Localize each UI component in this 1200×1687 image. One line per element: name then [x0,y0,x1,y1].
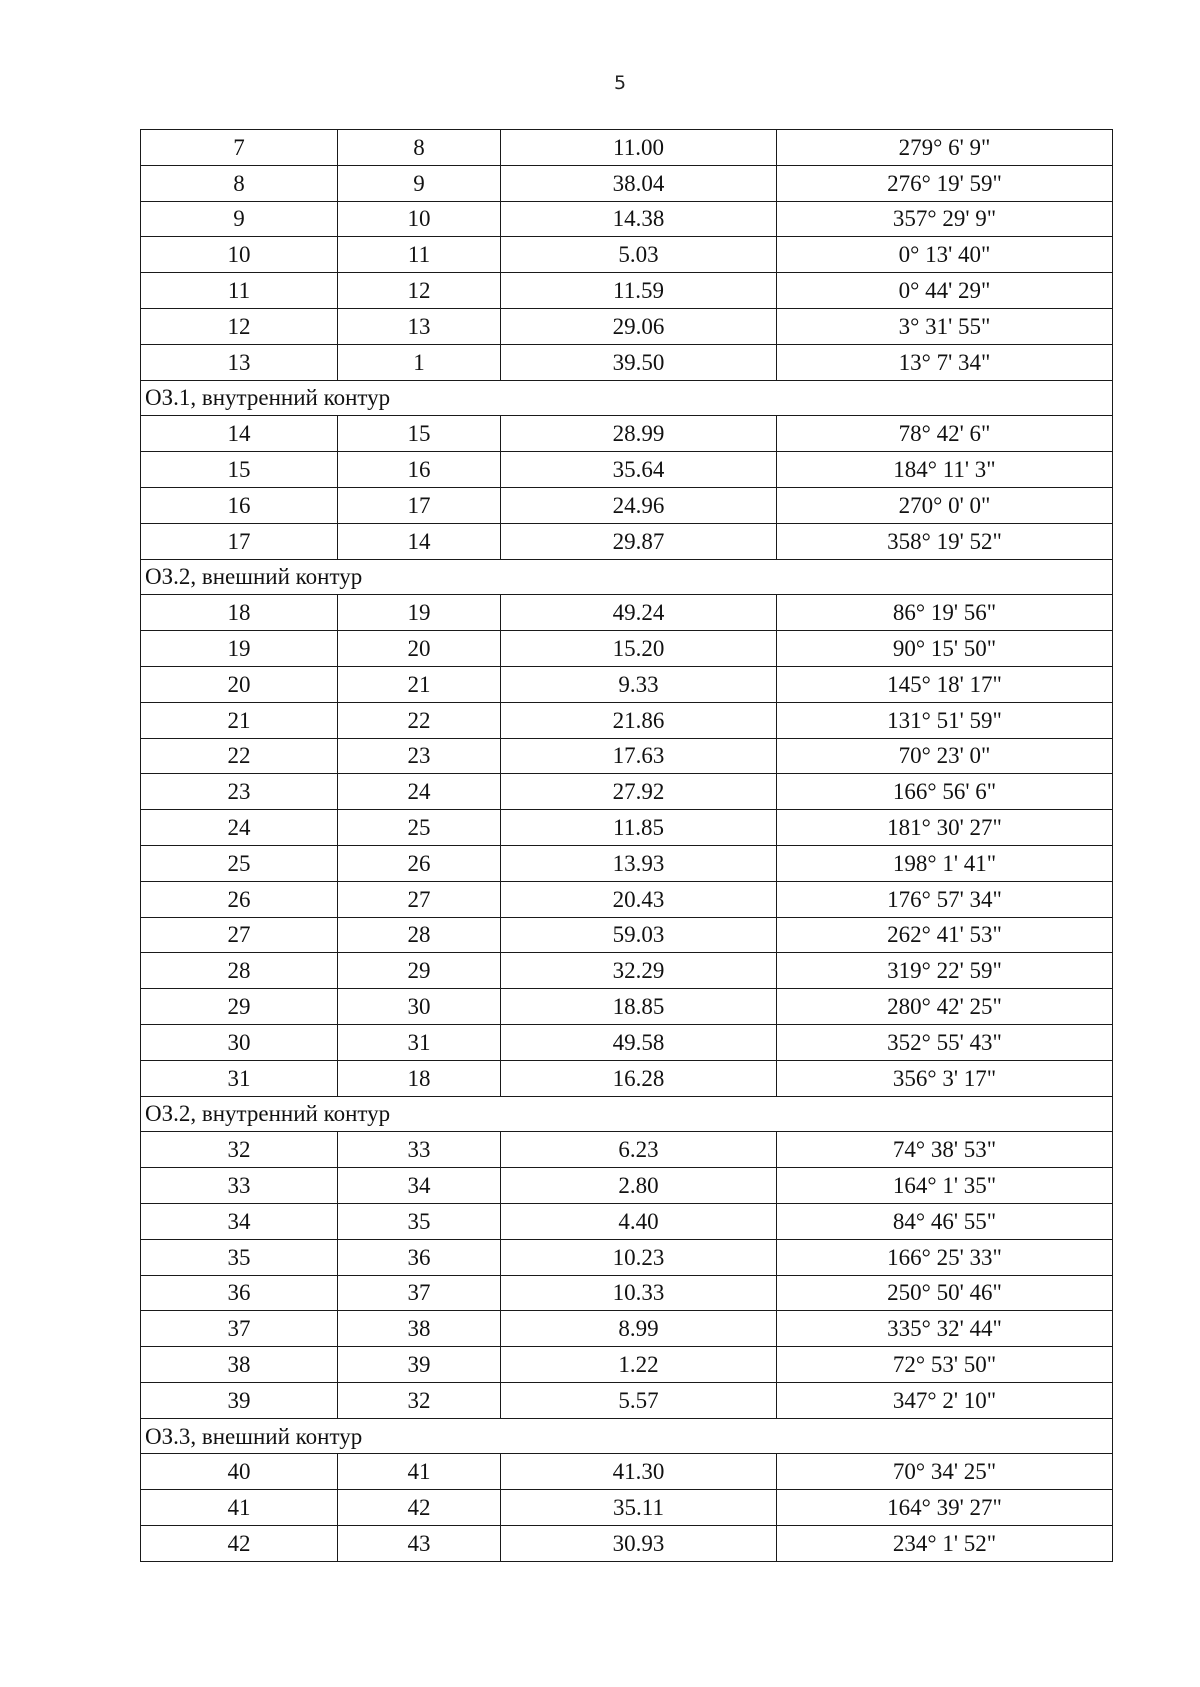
table-row [141,452,1113,488]
to-point-cell: 26 [338,845,501,881]
from-point-cell: 28 [141,953,338,989]
table-row [141,702,1113,738]
section-row [141,1096,1113,1132]
distance-cell: 11.00 [501,130,777,166]
bearing-cell: 347° 2' 10" [777,1382,1113,1418]
bearing-cell: 74° 38' 53" [777,1132,1113,1168]
from-point-cell: 40 [141,1454,338,1490]
bearing-cell: 184° 11' 3" [777,452,1113,488]
bearing-cell: 70° 34' 25" [777,1454,1113,1490]
table-row [141,1239,1113,1275]
from-point-cell: 25 [141,845,338,881]
table-row [141,165,1113,201]
table-row [141,487,1113,523]
distance-cell: 29.87 [501,523,777,559]
from-point-cell: 15 [141,452,338,488]
from-point-cell: 27 [141,917,338,953]
distance-cell: 18.85 [501,989,777,1025]
to-point-cell: 1 [338,344,501,380]
bearing-cell: 319° 22' 59" [777,953,1113,989]
bearing-cell: 276° 19' 59" [777,165,1113,201]
to-point-cell: 37 [338,1275,501,1311]
table-row [141,917,1113,953]
distance-cell: 6.23 [501,1132,777,1168]
from-point-cell: 7 [141,130,338,166]
bearing-cell: 356° 3' 17" [777,1060,1113,1096]
to-point-cell: 32 [338,1382,501,1418]
table-row [141,130,1113,166]
table-row [141,237,1113,273]
table-body [141,130,1113,1562]
bearing-cell: 335° 32' 44" [777,1311,1113,1347]
to-point-cell: 18 [338,1060,501,1096]
table-row [141,1347,1113,1383]
bearing-cell: 166° 56' 6" [777,774,1113,810]
distance-cell: 49.58 [501,1024,777,1060]
to-point-cell: 30 [338,989,501,1025]
to-point-cell: 9 [338,165,501,201]
table-row [141,1203,1113,1239]
table-row [141,953,1113,989]
distance-cell: 30.93 [501,1526,777,1562]
distance-cell: 24.96 [501,487,777,523]
bearing-cell: 3° 31' 55" [777,308,1113,344]
to-point-cell: 39 [338,1347,501,1383]
bearing-cell: 234° 1' 52" [777,1526,1113,1562]
bearing-cell: 164° 1' 35" [777,1168,1113,1204]
from-point-cell: 34 [141,1203,338,1239]
distance-cell: 28.99 [501,416,777,452]
from-point-cell: 31 [141,1060,338,1096]
bearing-cell: 279° 6' 9" [777,130,1113,166]
bearing-cell: 262° 41' 53" [777,917,1113,953]
from-point-cell: 17 [141,523,338,559]
distance-cell: 4.40 [501,1203,777,1239]
bearing-cell: 166° 25' 33" [777,1239,1113,1275]
table-row [141,595,1113,631]
bearing-cell: 131° 51' 59" [777,702,1113,738]
to-point-cell: 24 [338,774,501,810]
table-row [141,1132,1113,1168]
from-point-cell: 23 [141,774,338,810]
distance-cell: 5.03 [501,237,777,273]
bearing-cell: 86° 19' 56" [777,595,1113,631]
from-point-cell: 21 [141,702,338,738]
distance-cell: 38.04 [501,165,777,201]
from-point-cell: 8 [141,165,338,201]
table-row [141,1490,1113,1526]
distance-cell: 49.24 [501,595,777,631]
table-row [141,989,1113,1025]
distance-cell: 20.43 [501,881,777,917]
coordinates-table [140,129,1113,1562]
from-point-cell: 42 [141,1526,338,1562]
distance-cell: 17.63 [501,738,777,774]
to-point-cell: 16 [338,452,501,488]
table-row [141,308,1113,344]
bearing-cell: 84° 46' 55" [777,1203,1113,1239]
to-point-cell: 38 [338,1311,501,1347]
table-row [141,416,1113,452]
bearing-cell: 78° 42' 6" [777,416,1113,452]
table-row [141,1168,1113,1204]
table-row [141,810,1113,846]
bearing-cell: 0° 13' 40" [777,237,1113,273]
to-point-cell: 25 [338,810,501,846]
to-point-cell: 27 [338,881,501,917]
from-point-cell: 16 [141,487,338,523]
distance-cell: 11.59 [501,273,777,309]
to-point-cell: 21 [338,666,501,702]
distance-cell: 59.03 [501,917,777,953]
from-point-cell: 26 [141,881,338,917]
bearing-cell: 250° 50' 46" [777,1275,1113,1311]
to-point-cell: 10 [338,201,501,237]
bearing-cell: 13° 7' 34" [777,344,1113,380]
table-row [141,774,1113,810]
bearing-cell: 90° 15' 50" [777,631,1113,667]
distance-cell: 11.85 [501,810,777,846]
distance-cell: 35.64 [501,452,777,488]
bearing-cell: 0° 44' 29" [777,273,1113,309]
from-point-cell: 33 [141,1168,338,1204]
to-point-cell: 43 [338,1526,501,1562]
to-point-cell: 13 [338,308,501,344]
to-point-cell: 33 [338,1132,501,1168]
bearing-cell: 176° 57' 34" [777,881,1113,917]
distance-cell: 5.57 [501,1382,777,1418]
distance-cell: 13.93 [501,845,777,881]
table-row [141,1060,1113,1096]
bearing-cell: 357° 29' 9" [777,201,1113,237]
section-row [141,559,1113,595]
section-title: ОЗ.2, внутренний контур [141,1096,1113,1132]
to-point-cell: 8 [338,130,501,166]
bearing-cell: 280° 42' 25" [777,989,1113,1025]
to-point-cell: 15 [338,416,501,452]
table-row [141,344,1113,380]
distance-cell: 2.80 [501,1168,777,1204]
from-point-cell: 14 [141,416,338,452]
section-title: ОЗ.3, внешний контур [141,1418,1113,1454]
from-point-cell: 41 [141,1490,338,1526]
from-point-cell: 29 [141,989,338,1025]
to-point-cell: 23 [338,738,501,774]
table-row [141,1275,1113,1311]
section-title: ОЗ.2, внешний контур [141,559,1113,595]
section-row [141,1418,1113,1454]
page-number: 5 [613,72,627,94]
distance-cell: 29.06 [501,308,777,344]
to-point-cell: 31 [338,1024,501,1060]
from-point-cell: 10 [141,237,338,273]
bearing-cell: 352° 55' 43" [777,1024,1113,1060]
distance-cell: 27.92 [501,774,777,810]
from-point-cell: 35 [141,1239,338,1275]
to-point-cell: 28 [338,917,501,953]
distance-cell: 16.28 [501,1060,777,1096]
distance-cell: 14.38 [501,201,777,237]
bearing-cell: 198° 1' 41" [777,845,1113,881]
distance-cell: 15.20 [501,631,777,667]
table-row [141,201,1113,237]
table-row [141,845,1113,881]
distance-cell: 32.29 [501,953,777,989]
table-row [141,1024,1113,1060]
to-point-cell: 29 [338,953,501,989]
from-point-cell: 13 [141,344,338,380]
from-point-cell: 12 [141,308,338,344]
to-point-cell: 11 [338,237,501,273]
to-point-cell: 20 [338,631,501,667]
to-point-cell: 12 [338,273,501,309]
table-row [141,1382,1113,1418]
from-point-cell: 37 [141,1311,338,1347]
bearing-cell: 145° 18' 17" [777,666,1113,702]
table-row [141,523,1113,559]
table-row [141,1526,1113,1562]
from-point-cell: 36 [141,1275,338,1311]
table-row [141,881,1113,917]
from-point-cell: 24 [141,810,338,846]
distance-cell: 35.11 [501,1490,777,1526]
from-point-cell: 19 [141,631,338,667]
table-row [141,1311,1113,1347]
distance-cell: 10.23 [501,1239,777,1275]
from-point-cell: 38 [141,1347,338,1383]
bearing-cell: 358° 19' 52" [777,523,1113,559]
distance-cell: 41.30 [501,1454,777,1490]
section-title: ОЗ.1, внутренний контур [141,380,1113,416]
from-point-cell: 22 [141,738,338,774]
to-point-cell: 17 [338,487,501,523]
from-point-cell: 20 [141,666,338,702]
from-point-cell: 18 [141,595,338,631]
distance-cell: 39.50 [501,344,777,380]
to-point-cell: 42 [338,1490,501,1526]
distance-cell: 21.86 [501,702,777,738]
table-row [141,738,1113,774]
bearing-cell: 72° 53' 50" [777,1347,1113,1383]
distance-cell: 10.33 [501,1275,777,1311]
from-point-cell: 30 [141,1024,338,1060]
distance-cell: 1.22 [501,1347,777,1383]
to-point-cell: 36 [338,1239,501,1275]
bearing-cell: 70° 23' 0" [777,738,1113,774]
table-row [141,273,1113,309]
to-point-cell: 14 [338,523,501,559]
to-point-cell: 35 [338,1203,501,1239]
distance-cell: 9.33 [501,666,777,702]
from-point-cell: 11 [141,273,338,309]
bearing-cell: 164° 39' 27" [777,1490,1113,1526]
from-point-cell: 32 [141,1132,338,1168]
table-row [141,1454,1113,1490]
from-point-cell: 9 [141,201,338,237]
section-row [141,380,1113,416]
to-point-cell: 34 [338,1168,501,1204]
from-point-cell: 39 [141,1382,338,1418]
bearing-cell: 270° 0' 0" [777,487,1113,523]
to-point-cell: 22 [338,702,501,738]
table-row [141,631,1113,667]
bearing-cell: 181° 30' 27" [777,810,1113,846]
to-point-cell: 41 [338,1454,501,1490]
distance-cell: 8.99 [501,1311,777,1347]
to-point-cell: 19 [338,595,501,631]
table-row [141,666,1113,702]
